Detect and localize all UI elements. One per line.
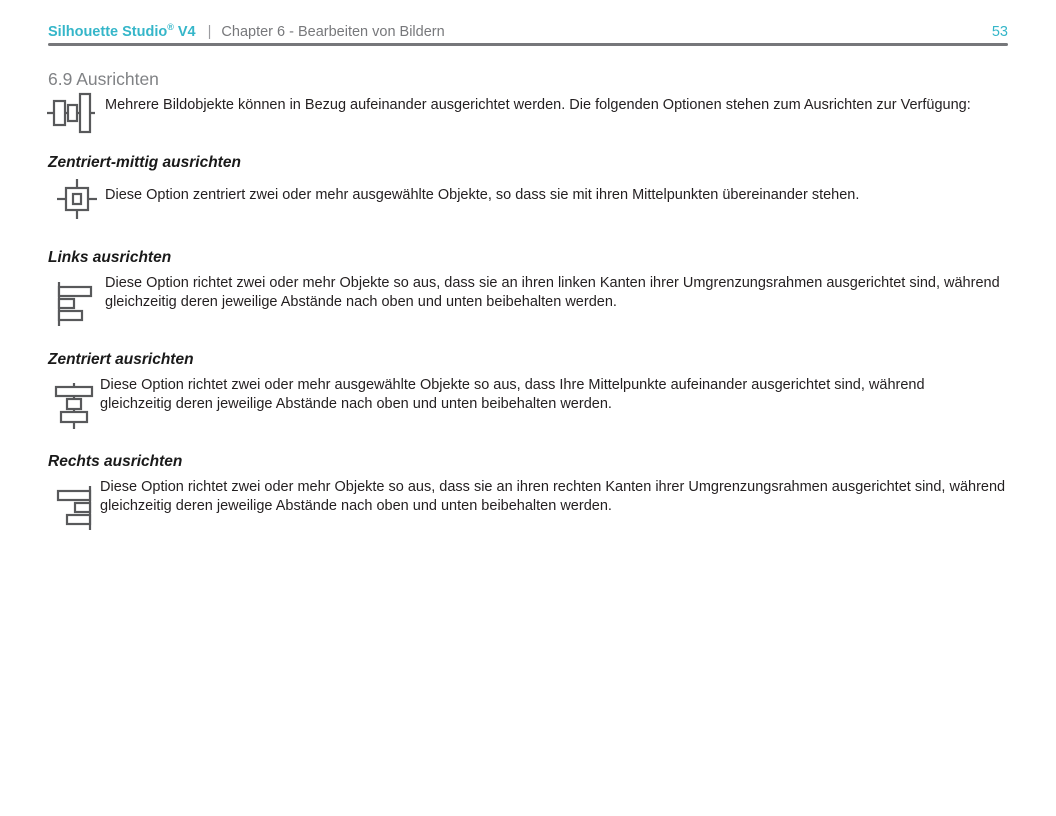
page-number: 53 <box>991 23 1008 40</box>
registered-mark: ® <box>167 22 174 32</box>
align-center-middle-icon <box>54 175 100 223</box>
option-body-zentriert-mittig: Diese Option zentriert zwei oder mehr ausgewählte Objekte, so dass sie mit ihren Mittelpunkten übereinander stehen. <box>105 187 860 203</box>
option-body-rechts: Diese Option richtet zwei oder mehr Objekte so aus, dass sie an ihren rechten Kanten ihrer Umgrenzungsrahmen ausgerichtet sind, während gleichzeitig deren jeweilige Abstände nach oben und unten beibehalten werden. <box>100 479 1006 514</box>
option-heading-links: Links ausrichten <box>48 249 172 266</box>
header-separator: | <box>207 23 212 40</box>
chapter-title: Chapter 6 - Bearbeiten von Bildern <box>221 23 445 40</box>
header-divider <box>48 43 1008 46</box>
page-header <box>48 22 1008 44</box>
align-middle-icon <box>46 91 96 135</box>
align-center-icon <box>50 381 98 431</box>
brand-title: Silhouette Studio® V4 <box>48 22 196 40</box>
option-heading-zentriert-mittig: Zentriert-mittig ausrichten <box>48 154 241 171</box>
option-body-zentriert: Diese Option richtet zwei oder mehr ausgewählte Objekte so aus, dass Ihre Mittelpunkte aufeinander ausgerichtet sind, während gleichzeitig deren jeweilige Abstände nach oben und unten beibehalten werden. <box>100 377 925 412</box>
align-right-icon <box>50 483 98 533</box>
section-title: 6.9 Ausrichten <box>48 69 159 89</box>
align-left-icon <box>50 279 98 329</box>
option-heading-rechts: Rechts ausrichten <box>48 453 183 470</box>
option-body-links: Diese Option richtet zwei oder mehr Objekte so aus, dass sie an ihren linken Kanten ihrer Umgrenzungsrahmen ausgerichtet sind, während gleichzeitig deren jeweilige Abstände nach oben und unten beibehalten werden. <box>105 275 1000 310</box>
section-intro: Mehrere Bildobjekte können in Bezug aufeinander ausgerichtet werden. Die folgenden Optionen stehen zum Ausrichten zur Verfügung: <box>105 97 971 113</box>
option-heading-zentriert: Zentriert ausrichten <box>48 351 194 368</box>
